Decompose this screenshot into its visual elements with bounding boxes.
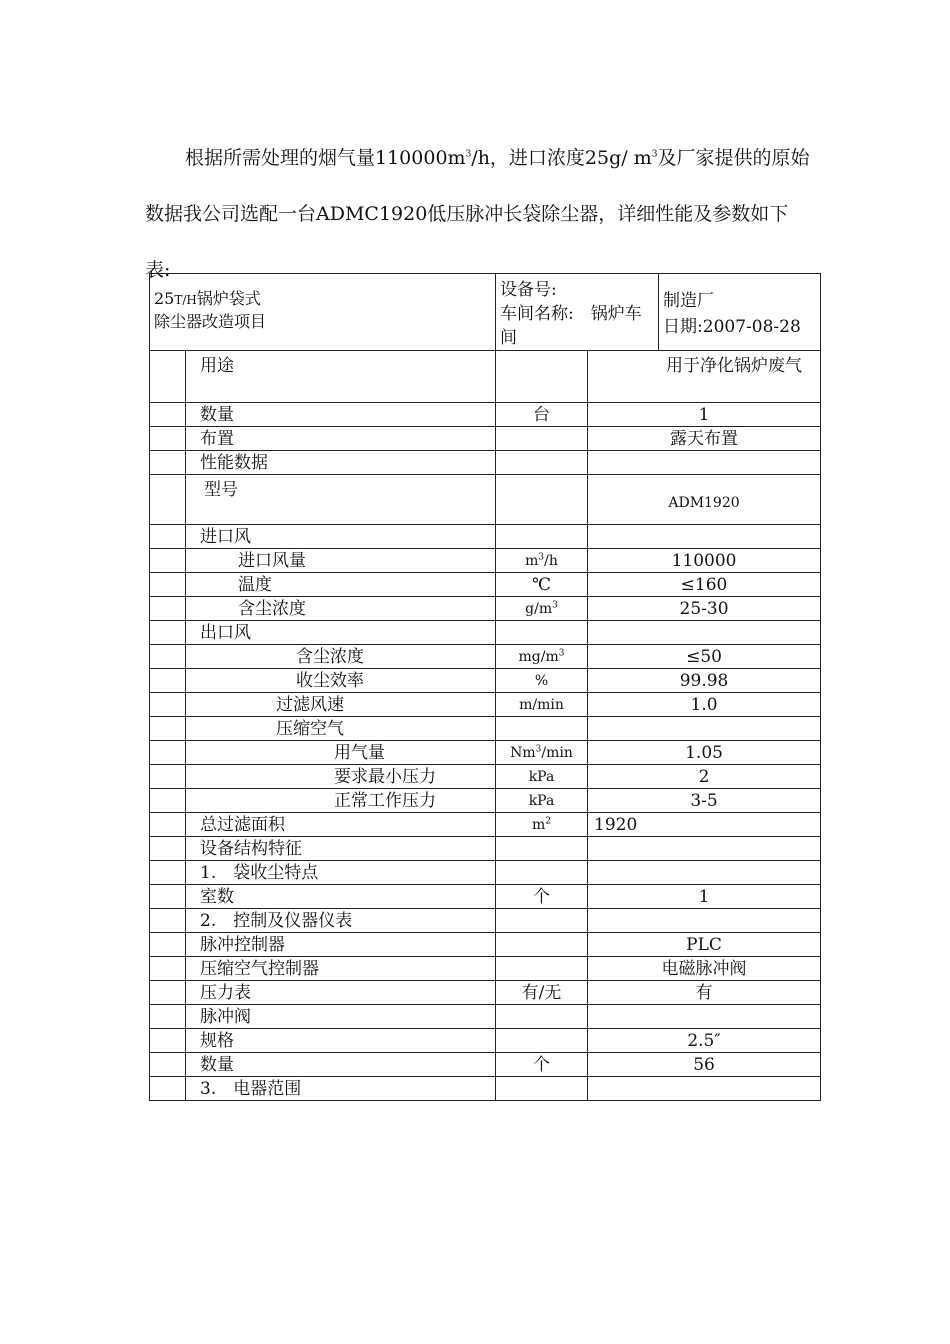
table-row bbox=[150, 693, 821, 717]
table-row bbox=[150, 597, 821, 621]
row-label: 脉冲阀 bbox=[186, 1005, 496, 1029]
table-row bbox=[150, 717, 821, 741]
row-value: 25-30 bbox=[588, 597, 821, 621]
table-row bbox=[150, 981, 821, 1005]
table-row bbox=[150, 475, 821, 525]
table-row bbox=[150, 885, 821, 909]
row-unit: 有/无 bbox=[496, 981, 588, 1005]
row-value: 1.05 bbox=[588, 741, 821, 765]
table-row bbox=[150, 909, 821, 933]
row-unit bbox=[496, 717, 588, 741]
row-unit bbox=[496, 621, 588, 645]
row-value bbox=[588, 1077, 821, 1101]
table-row bbox=[150, 789, 821, 813]
row-label: 要求最小压力 bbox=[186, 765, 496, 789]
row-value bbox=[588, 451, 821, 475]
row-label: 出口风 bbox=[186, 621, 496, 645]
row-value bbox=[588, 525, 821, 549]
row-unit bbox=[496, 837, 588, 861]
row-label: 进口风量 bbox=[186, 549, 496, 573]
table-row bbox=[150, 1005, 821, 1029]
row-unit: ℃ bbox=[496, 573, 588, 597]
table-row bbox=[150, 525, 821, 549]
row-label: 2. 控制及仪器仪表 bbox=[186, 909, 496, 933]
row-value: ≤160 bbox=[588, 573, 821, 597]
table-row bbox=[150, 403, 821, 427]
row-value: 2.5″ bbox=[588, 1029, 821, 1053]
table-row bbox=[150, 861, 821, 885]
table-row bbox=[150, 1077, 821, 1101]
row-unit bbox=[496, 427, 588, 451]
row-value: 电磁脉冲阀 bbox=[588, 957, 821, 981]
row-unit bbox=[496, 861, 588, 885]
row-value: 有 bbox=[588, 981, 821, 1005]
row-unit bbox=[496, 351, 588, 403]
row-value bbox=[588, 717, 821, 741]
row-value: 1920 bbox=[588, 813, 821, 837]
table-row bbox=[150, 351, 821, 403]
row-label: 进口风 bbox=[186, 525, 496, 549]
row-label: 温度 bbox=[186, 573, 496, 597]
row-label: 用途 bbox=[186, 351, 496, 403]
row-unit: 个 bbox=[496, 885, 588, 909]
row-label: 用气量 bbox=[186, 741, 496, 765]
row-value: PLC bbox=[588, 933, 821, 957]
row-unit: m/min bbox=[496, 693, 588, 717]
intro-paragraph: 根据所需处理的烟气量$110000m^3/h$，进口浓度25g/ $m^3$及厂家提供的原始数据我公司选配一台ADMC1920低压脉冲长袋除尘器，详细性能及参数如下表: bbox=[145, 147, 810, 281]
row-unit bbox=[496, 1077, 588, 1101]
row-label: 收尘效率 bbox=[186, 669, 496, 693]
row-unit: Nm$^3$/min bbox=[496, 741, 588, 765]
table-row bbox=[150, 645, 821, 669]
table-row bbox=[150, 549, 821, 573]
table-row bbox=[150, 741, 821, 765]
table-row bbox=[150, 427, 821, 451]
row-unit: $m^3/h$ bbox=[496, 549, 588, 573]
row-label: 含尘浓度 bbox=[186, 597, 496, 621]
row-unit bbox=[496, 909, 588, 933]
row-label: 规格 bbox=[186, 1029, 496, 1053]
row-label: 压缩空气 bbox=[186, 717, 496, 741]
row-unit: kPa bbox=[496, 789, 588, 813]
row-unit bbox=[496, 475, 588, 525]
equipment-info: 设备号: 车间名称: 锅炉车间 bbox=[496, 274, 659, 351]
project-title: 25T/H锅炉袋式 除尘器改造项目 bbox=[150, 274, 496, 351]
row-value: 用于净化锅炉废气 bbox=[588, 351, 821, 403]
table-row bbox=[150, 837, 821, 861]
row-value: 1.0 bbox=[588, 693, 821, 717]
row-unit bbox=[496, 525, 588, 549]
row-unit: $g/m^3$ bbox=[496, 597, 588, 621]
row-value: 56 bbox=[588, 1053, 821, 1077]
row-unit bbox=[496, 1005, 588, 1029]
row-label: 脉冲控制器 bbox=[186, 933, 496, 957]
row-label: 含尘浓度 bbox=[186, 645, 496, 669]
table-row bbox=[150, 765, 821, 789]
row-label: 3. 电器范围 bbox=[186, 1077, 496, 1101]
table-row bbox=[150, 1029, 821, 1053]
row-value: 3-5 bbox=[588, 789, 821, 813]
row-value bbox=[588, 861, 821, 885]
row-value: 99.98 bbox=[588, 669, 821, 693]
table-header-row bbox=[150, 274, 821, 351]
row-label: 室数 bbox=[186, 885, 496, 909]
row-value: 2 bbox=[588, 765, 821, 789]
table-row bbox=[150, 1053, 821, 1077]
table-row bbox=[150, 813, 821, 837]
row-label: 数量 bbox=[186, 1053, 496, 1077]
row-value: 1 bbox=[588, 403, 821, 427]
table-row bbox=[150, 621, 821, 645]
row-unit bbox=[496, 451, 588, 475]
table-row bbox=[150, 451, 821, 475]
row-value: 露天布置 bbox=[588, 427, 821, 451]
row-value bbox=[588, 909, 821, 933]
row-label: 总过滤面积 bbox=[186, 813, 496, 837]
row-label: 压力表 bbox=[186, 981, 496, 1005]
row-label: 过滤风速 bbox=[186, 693, 496, 717]
row-value: 110000 bbox=[588, 549, 821, 573]
row-unit: 个 bbox=[496, 1053, 588, 1077]
row-value bbox=[588, 837, 821, 861]
table-row bbox=[150, 573, 821, 597]
row-value bbox=[588, 621, 821, 645]
row-label: 正常工作压力 bbox=[186, 789, 496, 813]
row-label: 型号 bbox=[186, 475, 496, 525]
row-label: 数量 bbox=[186, 403, 496, 427]
row-label: 压缩空气控制器 bbox=[186, 957, 496, 981]
row-unit: % bbox=[496, 669, 588, 693]
row-unit: $mg/m^3$ bbox=[496, 645, 588, 669]
row-value: ADM1920 bbox=[588, 475, 821, 525]
row-unit bbox=[496, 1029, 588, 1053]
row-unit: kPa bbox=[496, 765, 588, 789]
row-unit: 台 bbox=[496, 403, 588, 427]
row-value: 1 bbox=[588, 885, 821, 909]
row-label: 设备结构特征 bbox=[186, 837, 496, 861]
table-row bbox=[150, 957, 821, 981]
row-value: ≤50 bbox=[588, 645, 821, 669]
row-label: 性能数据 bbox=[186, 451, 496, 475]
row-unit bbox=[496, 957, 588, 981]
row-label: 布置 bbox=[186, 427, 496, 451]
row-label: 1. 袋收尘特点 bbox=[186, 861, 496, 885]
row-unit: $m^2$ bbox=[496, 813, 588, 837]
manufacturer-info: 制造厂 日期:2007-08-28 bbox=[659, 274, 821, 351]
table-row bbox=[150, 669, 821, 693]
row-unit bbox=[496, 933, 588, 957]
table-row bbox=[150, 933, 821, 957]
spec-table bbox=[149, 273, 821, 1101]
row-value bbox=[588, 1005, 821, 1029]
